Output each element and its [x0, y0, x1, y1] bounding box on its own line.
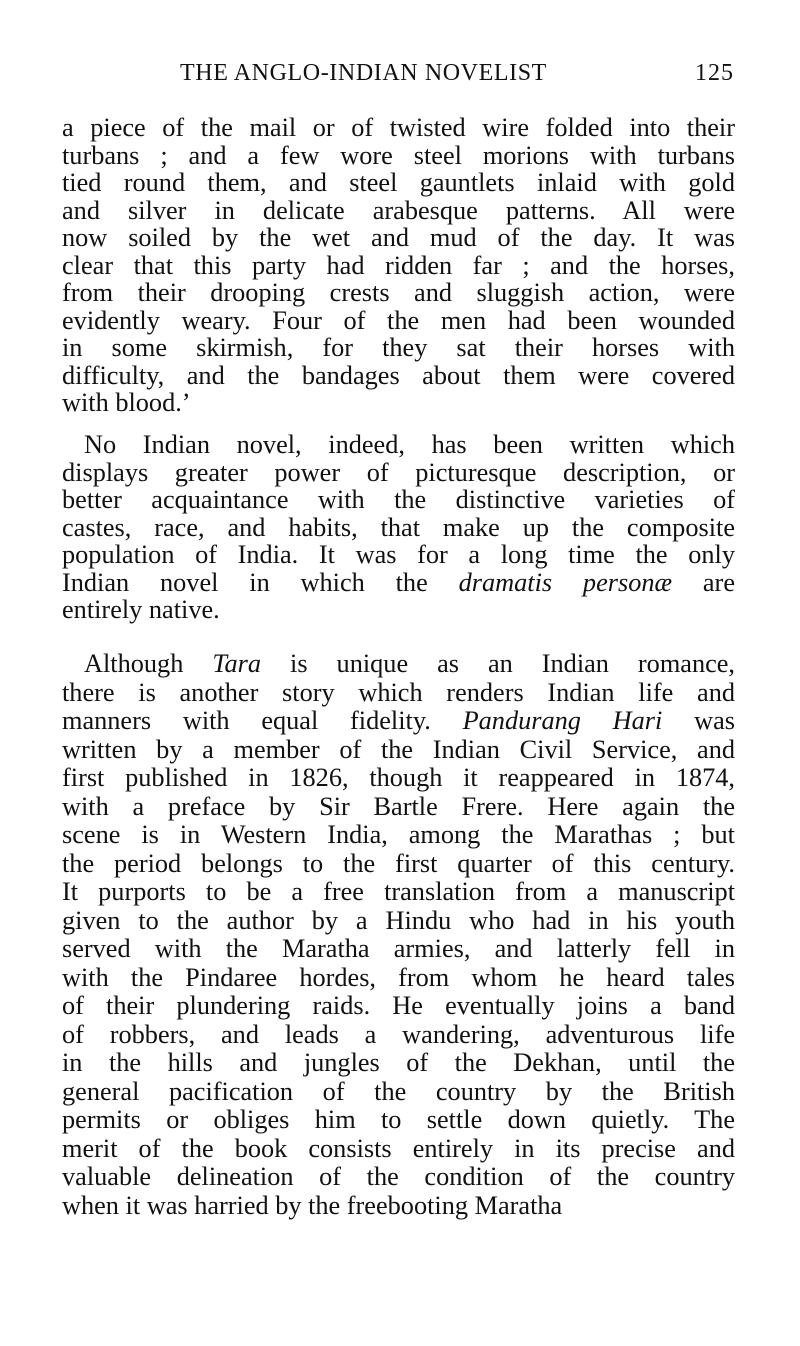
- text-segment: No Indian novel, indeed, has been written which: [84, 430, 735, 459]
- text-line: [62, 486, 735, 514]
- text-line: [62, 793, 735, 821]
- text-segment: in some skirmish, for they sat their horses with: [62, 333, 735, 362]
- text-segment: general pacification of the country by the British: [62, 1076, 735, 1106]
- text-segment: and silver in delicate arabesque patterns. All were: [62, 195, 735, 225]
- text-line: [62, 964, 735, 992]
- text-line: [62, 1078, 735, 1106]
- text-segment: was: [662, 706, 735, 735]
- text-line: [62, 596, 735, 624]
- text-line: [62, 1106, 735, 1134]
- text-line: [62, 1135, 735, 1163]
- text-line: [62, 1049, 735, 1077]
- text-line: [62, 541, 735, 569]
- page-number: 125: [695, 60, 734, 86]
- text-segment: with blood.’: [62, 388, 191, 417]
- text-segment: Indian novel in which the: [62, 567, 459, 597]
- text-line: [62, 334, 735, 362]
- text-line: [62, 850, 735, 878]
- text-segment: served with the Maratha armies, and latterly fell in: [62, 934, 735, 963]
- text-segment: tied round them, and steel gauntlets inlaid with gold: [62, 168, 735, 197]
- text-line: [62, 114, 735, 142]
- text-segment: given to the author by a Hindu who had in his youth: [62, 905, 735, 935]
- text-segment: merit of the book consists entirely in its precise and: [62, 1133, 735, 1163]
- text-segment: manners with equal fidelity.: [62, 706, 463, 735]
- text-line: [62, 307, 735, 335]
- text-segment: from their drooping crests and sluggish action, were: [62, 278, 735, 307]
- text-line: [62, 252, 735, 280]
- text-segment: valuable delineation of the condition of the country: [62, 1162, 735, 1191]
- text-line: [62, 935, 735, 963]
- text-segment: is unique as an Indian romance,: [261, 649, 736, 678]
- text-line: [62, 878, 735, 906]
- text-segment: scene is in Western India, among the Marathas ; but: [62, 820, 735, 849]
- text-segment: are: [672, 567, 735, 597]
- text-segment: population of India. It was for a long time the only: [62, 540, 735, 569]
- text-line: [62, 679, 735, 707]
- text-line: [62, 362, 735, 390]
- text-segment: there is another story which renders Indian life and: [62, 677, 735, 707]
- text-segment: when it was harried by the freebooting Maratha: [62, 1190, 563, 1220]
- text-segment: displays greater power of picturesque description, or: [62, 457, 735, 487]
- text-line: [62, 142, 735, 170]
- text-line: [84, 650, 735, 678]
- text-line: [62, 992, 735, 1020]
- text-line: [62, 1163, 735, 1191]
- text-line: [62, 907, 735, 935]
- text-segment: It purports to be a free translation from a manuscript: [62, 877, 735, 906]
- text-segment: difficulty, and the bandages about them were covered: [62, 360, 735, 390]
- italic-title: Tara: [212, 649, 262, 678]
- text-line: [62, 764, 735, 792]
- italic-title: dramatis personæ: [458, 567, 673, 597]
- text-segment: with the Pindaree hordes, from whom he heard tales: [62, 962, 735, 992]
- text-segment: castes, race, and habits, that make up the composite: [62, 512, 735, 542]
- text-segment: of robbers, and leads a wandering, adventurous life: [62, 1019, 735, 1049]
- text-line: [62, 1021, 735, 1049]
- text-segment: the period belongs to the first quarter of this century.: [62, 848, 735, 878]
- text-line: [62, 736, 735, 764]
- text-line: [62, 821, 735, 849]
- text-segment: clear that this party had ridden far ; and the horses,: [62, 250, 735, 280]
- text-line: [62, 459, 735, 487]
- text-segment: permits or obliges him to settle down quietly. The: [62, 1105, 735, 1134]
- text-line: [62, 569, 735, 597]
- text-segment: with a preface by Sir Bartle Frere. Here again the: [62, 791, 735, 821]
- text-segment: turbans ; and a few wore steel morions with turbans: [62, 140, 735, 170]
- text-segment: of their plundering raids. He eventually joins a band: [62, 991, 735, 1020]
- text-segment: now soiled by the wet and mud of the day. It was: [62, 223, 735, 252]
- text-segment: a piece of the mail or of twisted wire folded into their: [62, 113, 735, 142]
- text-line: [62, 224, 735, 252]
- running-header-title: THE ANGLO-INDIAN NOVELIST: [180, 60, 547, 86]
- text-segment: written by a member of the Indian Civil Service, and: [62, 734, 735, 764]
- text-line: [62, 197, 735, 225]
- text-segment: Although: [84, 649, 213, 678]
- italic-title: Pandurang Hari: [462, 706, 663, 735]
- text-segment: evidently weary. Four of the men had been wounded: [62, 305, 735, 335]
- text-segment: better acquaintance with the distinctive varieties of: [62, 485, 735, 514]
- text-line: [62, 389, 735, 417]
- text-line: [62, 169, 735, 197]
- text-segment: in the hills and jungles of the Dekhan, until the: [62, 1048, 735, 1077]
- text-line: [62, 279, 735, 307]
- text-line: [62, 1192, 735, 1220]
- text-line: [62, 514, 735, 542]
- text-line: [62, 707, 735, 735]
- text-segment: first published in 1826, though it reappeared in 1874,: [62, 763, 735, 792]
- text-segment: entirely native.: [62, 595, 220, 624]
- text-line: [84, 431, 735, 459]
